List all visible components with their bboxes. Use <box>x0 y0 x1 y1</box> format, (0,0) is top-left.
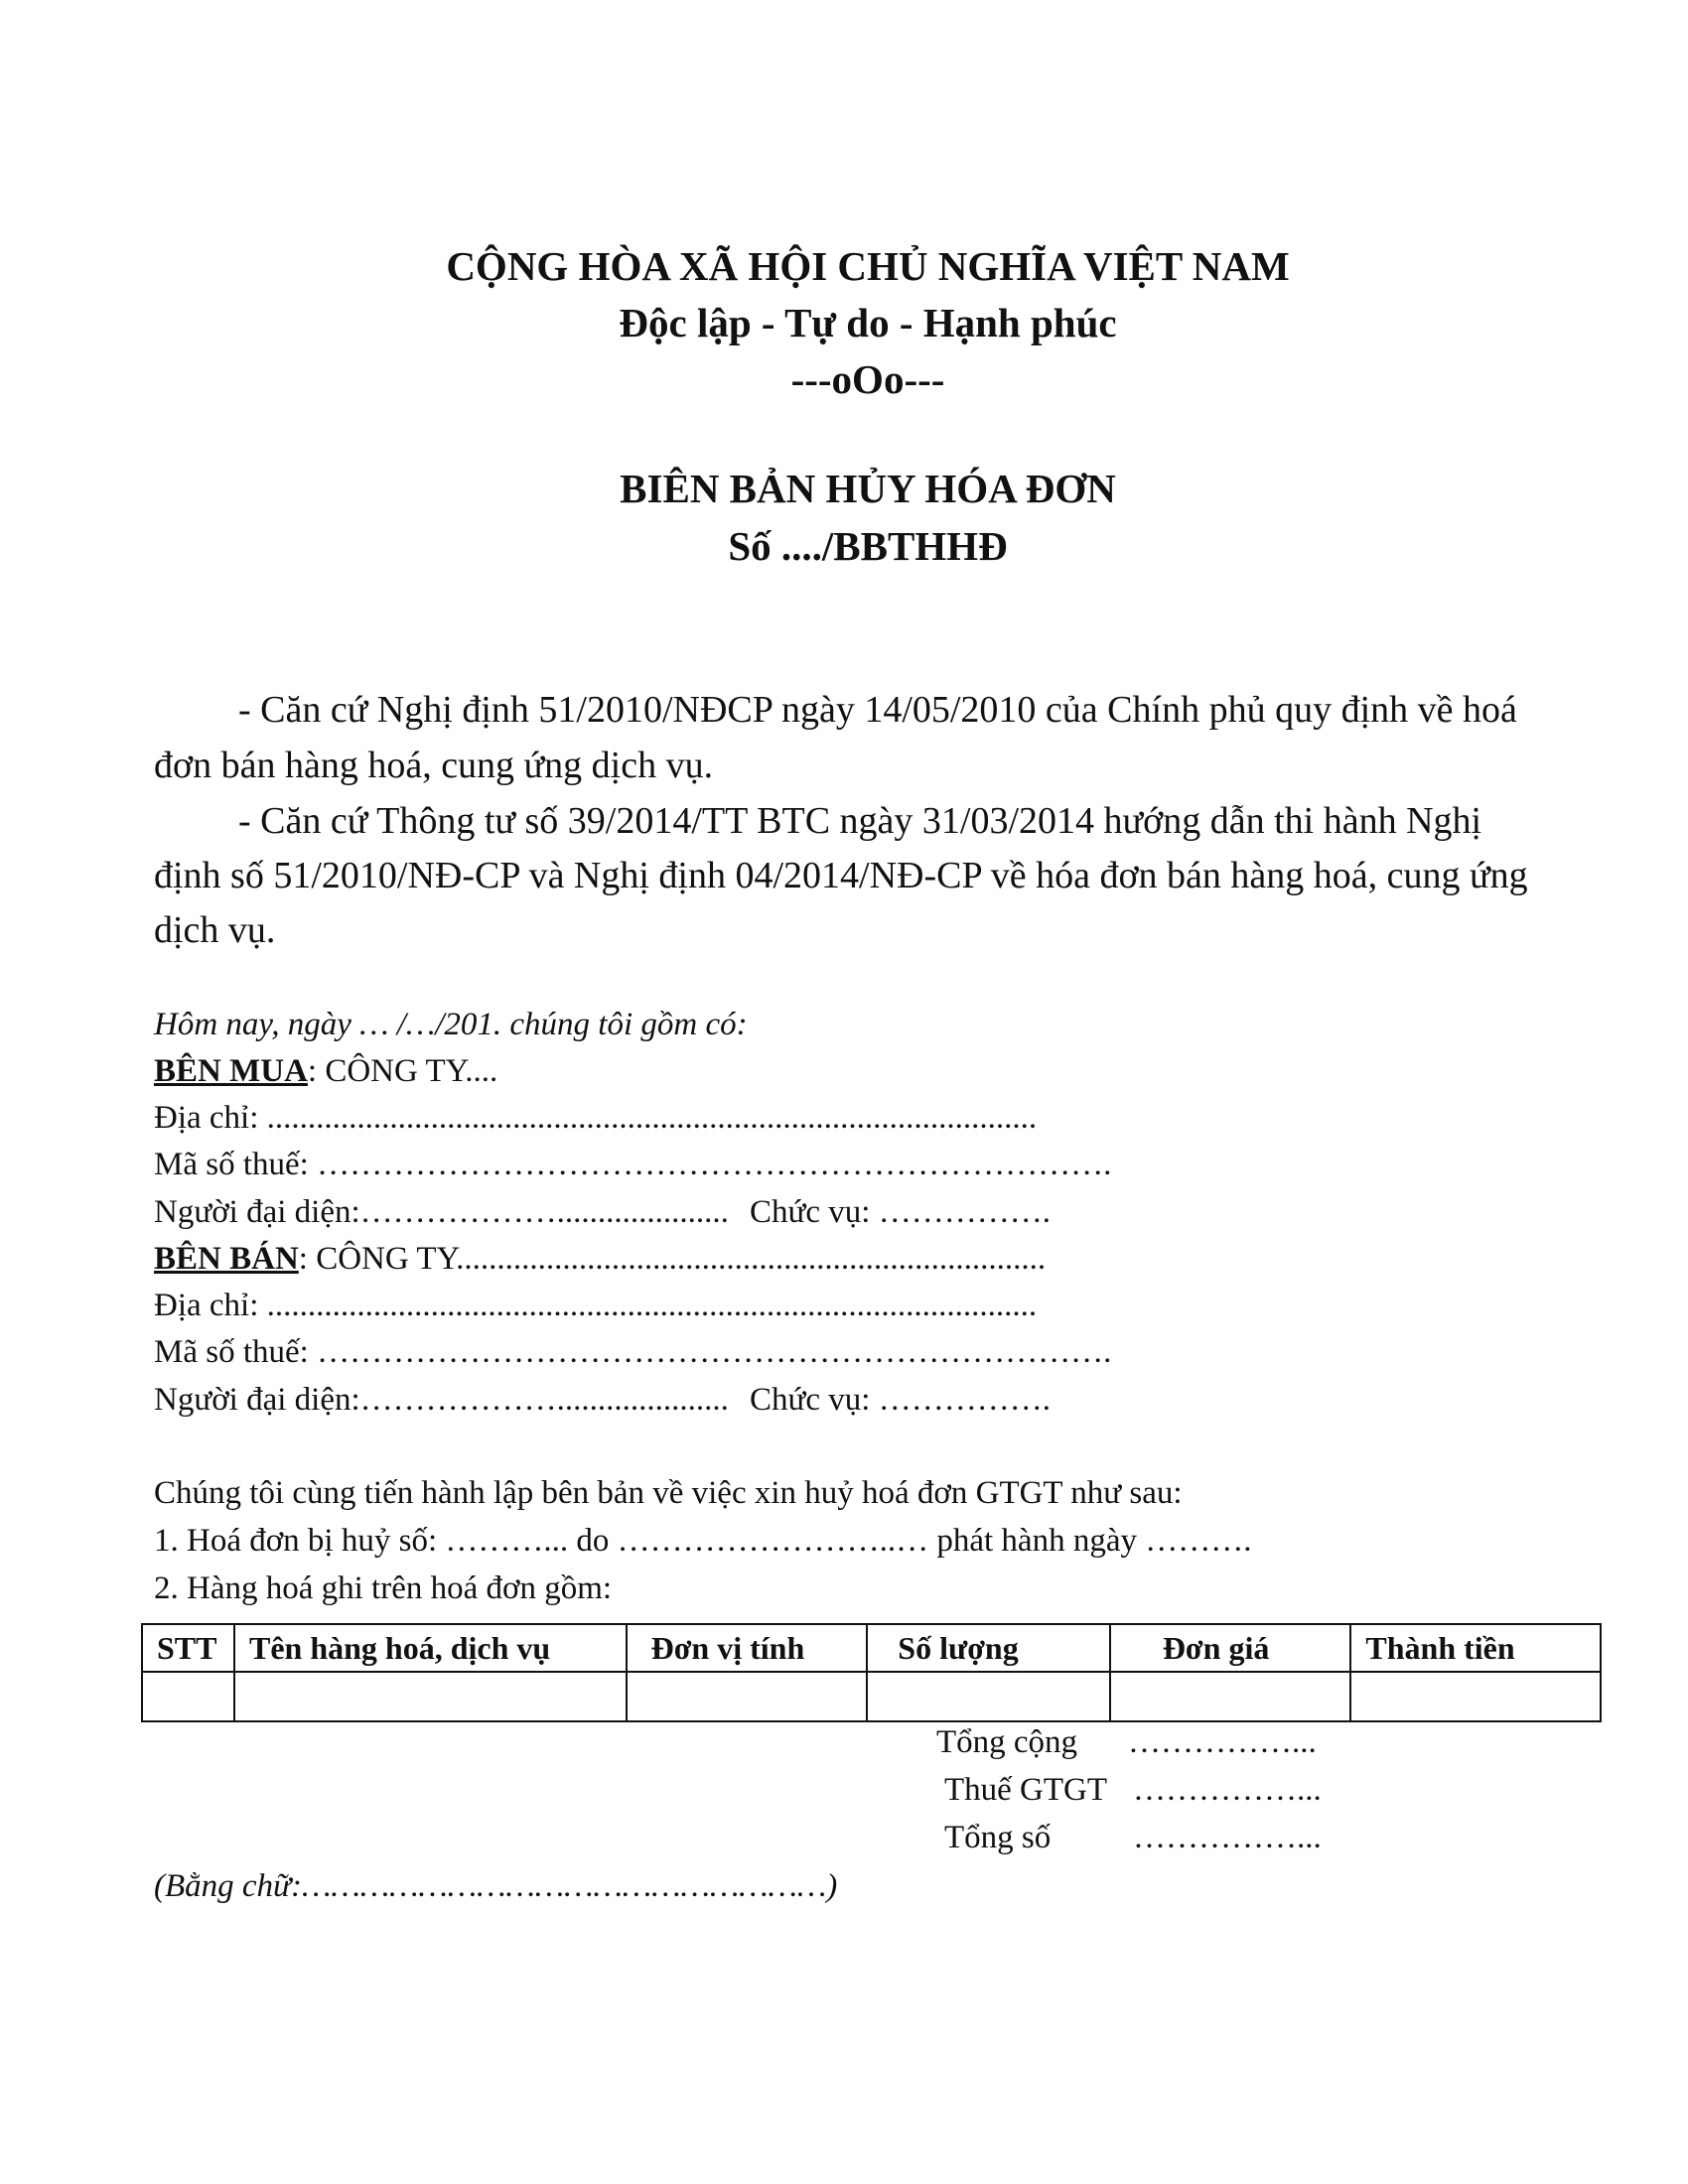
col-header-item-name: Tên hàng hoá, dịch vụ <box>234 1624 627 1672</box>
subtotal-value: ……………... <box>1128 1724 1317 1760</box>
table-cell <box>627 1672 868 1721</box>
legal-basis-2-line-1: - Căn cứ Thông tư số 39/2014/TT BTC ngày 31/03/2014 hướng dẫn thi hành Nghị <box>238 800 1482 842</box>
seller-position: Chức vụ: ……………. <box>750 1382 1051 1418</box>
total-value: ……………... <box>1133 1820 1322 1855</box>
intro-line: Hôm nay, ngày … /…/201. chúng tôi gồm có: <box>154 1007 748 1042</box>
seller-tax-code: Mã số thuế: ………………………………………………………………. <box>154 1334 1112 1370</box>
statement-line: Chúng tôi cùng tiến hành lập bên bản về việc xin huỷ hoá đơn GTGT như sau: <box>154 1475 1183 1511</box>
col-header-unit: Đơn vị tính <box>627 1624 868 1672</box>
legal-basis-2-line-3: dịch vụ. <box>154 909 276 951</box>
buyer-label: BÊN MUA <box>154 1053 308 1089</box>
buyer-representative: Người đại diện:………………..................... <box>154 1194 729 1230</box>
amount-in-words: (Bằng chữ:………………………………………………) <box>154 1868 838 1904</box>
document-number: Số ..../BBTHHĐ <box>728 523 1008 569</box>
legal-basis-1-line-2: đơn bán hàng hoá, cung ứng dịch vụ. <box>154 745 714 786</box>
goods-list-heading: 2. Hàng hoá ghi trên hoá đơn gồm: <box>154 1570 613 1606</box>
buyer-address: Địa chỉ: .............................................................................................. <box>154 1100 1038 1136</box>
cancelled-invoice-line: 1. Hoá đơn bị huỷ số: ………... do ……………………..… phát hành ngày ………. <box>154 1523 1252 1559</box>
header-ornament: ---oOo--- <box>790 356 945 402</box>
national-motto: Độc lập - Tự do - Hạnh phúc <box>619 300 1117 345</box>
table-cell <box>1350 1672 1601 1721</box>
table-cell <box>1110 1672 1351 1721</box>
subtotal-label: Tổng cộng <box>936 1724 1078 1760</box>
buyer-position: Chức vụ: ……………. <box>750 1194 1051 1230</box>
goods-table <box>141 1623 1602 1722</box>
total-label: Tổng số <box>944 1820 1052 1855</box>
col-header-stt: STT <box>142 1624 234 1672</box>
vat-value: ……………... <box>1133 1772 1322 1808</box>
vat-label: Thuế GTGT <box>944 1772 1108 1808</box>
buyer-company: : CÔNG TY.... <box>307 1053 498 1089</box>
legal-basis-1-line-1: - Căn cứ Nghị định 51/2010/NĐCP ngày 14/05/2010 của Chính phủ quy định về hoá <box>238 689 1517 731</box>
seller-company: : CÔNG TY........................................................................ <box>298 1241 1047 1277</box>
table-cell <box>142 1672 234 1721</box>
seller-address: Địa chỉ: .............................................................................................. <box>154 1288 1038 1323</box>
col-header-amount: Thành tiền <box>1350 1624 1601 1672</box>
table-row <box>142 1672 1601 1721</box>
col-header-unit-price: Đơn giá <box>1110 1624 1351 1672</box>
seller-representative: Người đại diện:………………..................... <box>154 1382 729 1418</box>
document-title: BIÊN BẢN HỦY HÓA ĐƠN <box>620 466 1116 511</box>
table-cell <box>234 1672 627 1721</box>
seller-line <box>154 1241 1046 1278</box>
table-cell <box>867 1672 1110 1721</box>
col-header-quantity: Số lượng <box>867 1624 1110 1672</box>
table-header-row <box>142 1624 1601 1672</box>
seller-label: BÊN BÁN <box>154 1241 299 1277</box>
legal-basis-2-line-2: định số 51/2010/NĐ-CP và Nghị định 04/2014/NĐ-CP về hóa đơn bán hàng hoá, cung ứng <box>154 855 1528 896</box>
country-name: CỘNG HÒA XÃ HỘI CHỦ NGHĨA VIỆT NAM <box>446 243 1290 289</box>
buyer-line <box>154 1053 497 1090</box>
buyer-tax-code: Mã số thuế: ………………………………………………………………. <box>154 1147 1112 1182</box>
